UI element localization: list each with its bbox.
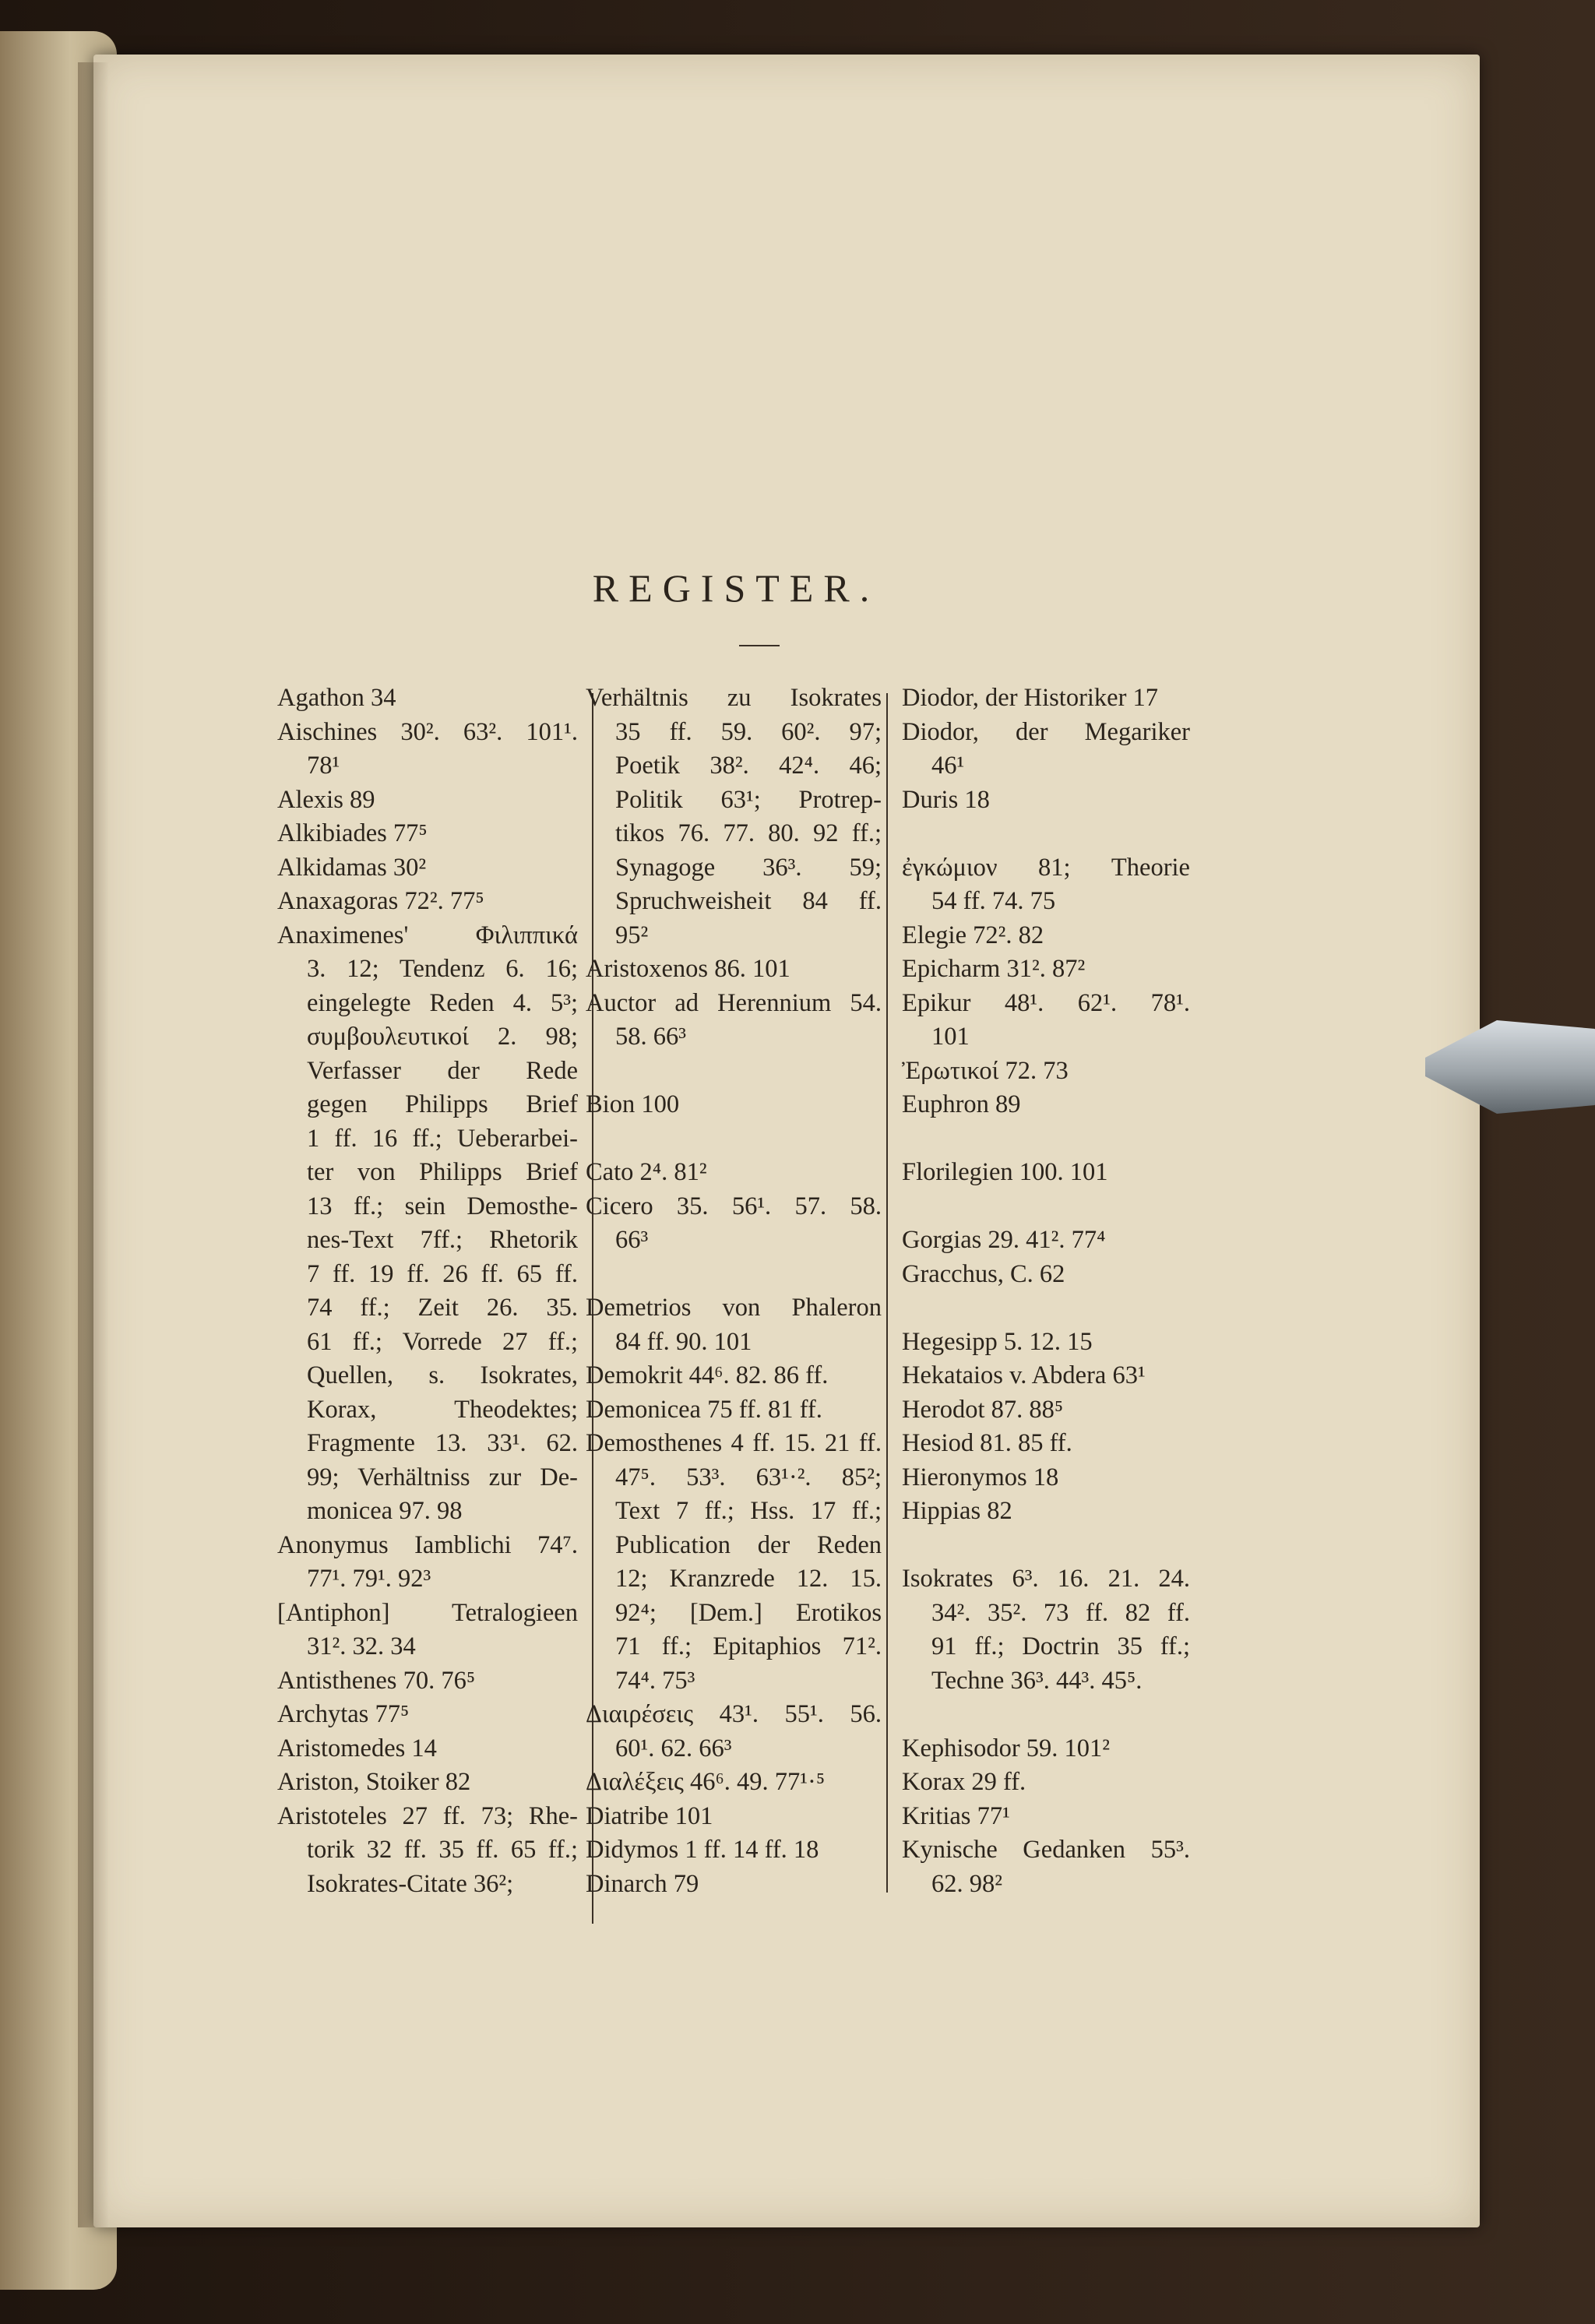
entry-continuation-line: 3. 12; Tendenz 6. 16; <box>307 955 578 983</box>
entry-continuation-line: eingelegte Reden 4. 5³; <box>307 988 578 1017</box>
index-entry <box>277 919 578 1529</box>
entry-continuation-line: 34². 35². 73 ff. 82 ff. <box>931 1598 1190 1627</box>
entry-headword-line: Euphron 89 <box>902 1090 1021 1118</box>
index-entry <box>586 1800 882 1834</box>
entry-headword-line: Aristoxenos 86. 101 <box>586 955 790 983</box>
entry-headword-line: Duris 18 <box>902 785 990 814</box>
index-column-3 <box>902 681 1190 1901</box>
entry-headword-line: Epicharm 31². 87² <box>902 955 1086 983</box>
entry-headword-line: ἐγκώμιον 81; Theorie <box>902 853 1190 882</box>
index-entry <box>902 1800 1190 1834</box>
entry-continuation-line: 31². 32. 34 <box>307 1632 416 1660</box>
entry-headword-line: Dinarch 79 <box>586 1869 699 1898</box>
entry-headword-line: Hekataios v. Abdera 63¹ <box>902 1361 1146 1389</box>
entry-headword-line: Kynische Gedanken 55³. <box>902 1836 1190 1864</box>
entry-headword-line: Cicero 35. 56¹. 57. 58. <box>586 1192 882 1220</box>
entry-headword-line: Verhältnis zu Isokrates <box>586 684 882 712</box>
entry-headword-line: Hippias 82 <box>902 1497 1012 1525</box>
entry-headword-line: Ἐρωτικοί 72. 73 <box>902 1056 1069 1085</box>
index-entry <box>277 817 578 851</box>
entry-headword-line: Korax 29 ff. <box>902 1768 1026 1796</box>
index-entry <box>277 681 578 716</box>
section-gap <box>902 1190 1190 1224</box>
entry-headword-line: Anaxagoras 72². 77⁵ <box>277 887 484 915</box>
entry-headword-line: Herodot 87. 88⁵ <box>902 1395 1064 1424</box>
entry-headword-line: Demosthenes 4 ff. 15. 21 ff. <box>586 1429 882 1457</box>
entry-continuation-line: Korax, Theodektes; <box>307 1395 578 1424</box>
index-entry <box>277 1664 578 1699</box>
entry-continuation-line: Spruchweisheit 84 ff. <box>615 887 882 915</box>
entry-continuation-line: 7 ff. 19 ff. 26 ff. 65 ff. <box>307 1259 578 1288</box>
entry-continuation-line: Techne 36³. 44³. 45⁵. <box>931 1666 1143 1695</box>
entry-continuation-line: 74⁴. 75³ <box>615 1666 695 1695</box>
entry-continuation-line: 62. 98² <box>931 1869 1002 1898</box>
index-entry <box>586 1698 882 1766</box>
index-entry <box>902 1326 1190 1360</box>
entry-continuation-line: 1 ff. 16 ff.; Ueberarbei- <box>307 1124 578 1153</box>
index-entry <box>902 1393 1190 1428</box>
section-gap <box>586 1258 882 1292</box>
entry-continuation-line: 92⁴; [Dem.] Erotikos <box>615 1598 882 1627</box>
entry-headword-line: Demokrit 44⁶. 82. 86 ff. <box>586 1361 829 1389</box>
section-gap <box>586 1055 882 1089</box>
entry-headword-line: Anaximenes' Φιλιππικά <box>277 921 578 949</box>
entry-headword-line: Ariston, Stoiker 82 <box>277 1768 471 1796</box>
index-entry <box>277 1766 578 1800</box>
entry-headword-line: Isokrates 6³. 16. 21. 24. <box>902 1565 1190 1593</box>
column-divider-2 <box>886 693 888 1893</box>
entry-headword-line: Aristoteles 27 ff. 73; Rhe- <box>277 1801 578 1830</box>
index-entry <box>902 952 1190 987</box>
entry-continuation-line: 101 <box>931 1023 970 1051</box>
index-entry <box>586 1156 882 1190</box>
entry-continuation-line: ter von Philipps Brief <box>307 1158 578 1186</box>
entry-continuation-line: Politik 63¹; Protrep- <box>615 785 882 814</box>
index-entry <box>586 1393 882 1428</box>
entry-continuation-line: 60¹. 62. 66³ <box>615 1734 732 1762</box>
section-gap <box>902 1122 1190 1157</box>
index-entry <box>902 716 1190 783</box>
index-entry <box>277 851 578 886</box>
entry-continuation-line: 12; Kranzrede 12. 15. <box>615 1565 882 1593</box>
index-entry <box>902 1224 1190 1258</box>
entry-continuation-line: 58. 66³ <box>615 1023 686 1051</box>
entry-headword-line: Kephisodor 59. 101² <box>902 1734 1111 1762</box>
entry-continuation-line: 66³ <box>615 1226 649 1254</box>
entry-headword-line: Diatribe 101 <box>586 1801 713 1830</box>
entry-continuation-line: 99; Verhältniss zur De- <box>307 1463 578 1491</box>
entry-continuation-line: 13 ff.; sein Demosthe- <box>307 1192 578 1220</box>
index-entry <box>902 1088 1190 1122</box>
index-entry <box>902 1766 1190 1800</box>
entry-continuation-line: 91 ff.; Doctrin 35 ff.; <box>931 1632 1190 1660</box>
index-entry <box>586 987 882 1055</box>
entry-headword-line: Demetrios von Phaleron <box>586 1294 882 1322</box>
entry-continuation-line: 61 ff.; Vorrede 27 ff.; <box>307 1327 578 1356</box>
entry-headword-line: Elegie 72². 82 <box>902 921 1044 949</box>
entry-headword-line: Demonicea 75 ff. 81 ff. <box>586 1395 822 1424</box>
entry-continuation-line: tikos 76. 77. 80. 92 ff.; <box>615 819 882 847</box>
entry-headword-line: Hesiod 81. 85 ff. <box>902 1429 1072 1457</box>
entry-headword-line: Aristomedes 14 <box>277 1734 437 1762</box>
section-gap <box>902 817 1190 851</box>
entry-headword-line: Diodor, der Historiker 17 <box>902 684 1159 712</box>
entry-continuation-line: monicea 97. 98 <box>307 1497 463 1525</box>
index-entry <box>902 783 1190 818</box>
section-gap <box>902 1698 1190 1732</box>
entry-continuation-line: Synagoge 36³. 59; <box>615 853 882 882</box>
entry-continuation-line: Isokrates-Citate 36²; <box>307 1869 514 1898</box>
entry-headword-line: Cato 2⁴. 81² <box>586 1158 707 1186</box>
page-title: REGISTER. <box>592 566 880 610</box>
section-gap <box>902 1529 1190 1563</box>
index-entry <box>277 1597 578 1664</box>
entry-continuation-line: nes-Text 7ff.; Rhetorik <box>307 1226 578 1254</box>
entry-continuation-line: Quellen, s. Isokrates, <box>307 1361 578 1389</box>
section-gap <box>902 1291 1190 1326</box>
entry-headword-line: Florilegien 100. 101 <box>902 1158 1108 1186</box>
index-entry <box>902 1156 1190 1190</box>
index-entry <box>586 1766 882 1800</box>
entry-headword-line: Epikur 48¹. 62¹. 78¹. <box>902 988 1190 1017</box>
index-entry <box>277 716 578 783</box>
section-gap <box>586 1122 882 1157</box>
index-entry <box>902 1833 1190 1901</box>
entry-continuation-line: 47⁵. 53³. 63¹·². 85²; <box>615 1463 882 1491</box>
index-entry <box>277 1698 578 1732</box>
index-entry <box>902 1461 1190 1495</box>
entry-continuation-line: 77¹. 79¹. 92³ <box>307 1565 431 1593</box>
index-entry <box>902 1258 1190 1292</box>
entry-continuation-line: Text 7 ff.; Hss. 17 ff.; <box>615 1497 882 1525</box>
entry-continuation-line: συμβουλευτικοί 2. 98; <box>307 1023 578 1051</box>
entry-headword-line: Hieronymos 18 <box>902 1463 1059 1491</box>
index-entry <box>277 1732 578 1766</box>
entry-headword-line: Anonymus Iamblichi 74⁷. <box>277 1530 578 1559</box>
entry-headword-line: Alexis 89 <box>277 785 375 814</box>
entry-continuation-line: 54 ff. 74. 75 <box>931 887 1056 915</box>
index-entry <box>902 919 1190 953</box>
entry-continuation-line: 71 ff.; Epitaphios 71². <box>615 1632 882 1660</box>
index-entry <box>586 1291 882 1359</box>
index-entry <box>586 952 882 987</box>
entry-headword-line: Antisthenes 70. 76⁵ <box>277 1666 476 1695</box>
index-column-2 <box>586 681 882 1901</box>
entry-continuation-line: gegen Philipps Brief <box>307 1090 578 1118</box>
entry-headword-line: Διαλέξεις 46⁶. 49. 77¹·⁵ <box>586 1768 826 1796</box>
entry-headword-line: Alkidamas 30² <box>277 853 427 882</box>
entry-headword-line: Auctor ad Herennium 54. <box>586 988 882 1017</box>
index-entry <box>902 1495 1190 1529</box>
index-entry <box>277 885 578 919</box>
index-entry <box>586 1088 882 1122</box>
page-gutter-shadow <box>78 62 109 2227</box>
entry-headword-line: Diodor, der Megariker <box>902 717 1190 746</box>
entry-continuation-line: torik 32 ff. 35 ff. 65 ff.; <box>307 1836 578 1864</box>
entry-continuation-line: 35 ff. 59. 60². 97; <box>615 717 882 746</box>
entry-headword-line: [Antiphon] Tetralogieen <box>277 1598 578 1627</box>
index-entry <box>277 783 578 818</box>
index-entry <box>586 1868 882 1902</box>
entry-continuation-line: 84 ff. 90. 101 <box>615 1327 752 1356</box>
index-entry <box>586 1427 882 1698</box>
index-entry <box>902 681 1190 716</box>
index-column-1 <box>277 681 578 1901</box>
entry-continuation-line: Poetik 38². 42⁴. 46; <box>615 752 882 780</box>
entry-headword-line: Alkibiades 77⁵ <box>277 819 428 847</box>
index-entry <box>902 1562 1190 1698</box>
entry-continuation-line: Fragmente 13. 33¹. 62. <box>307 1429 578 1457</box>
index-entry <box>902 1732 1190 1766</box>
entry-headword-line: Agathon 34 <box>277 684 396 712</box>
entry-headword-line: Gorgias 29. 41². 77⁴ <box>902 1226 1106 1254</box>
index-entry <box>277 1529 578 1597</box>
entry-continuation-line: Publication der Reden <box>615 1530 882 1559</box>
index-entry <box>586 1359 882 1393</box>
index-entry <box>586 1190 882 1258</box>
entry-headword-line: Gracchus, C. 62 <box>902 1259 1065 1288</box>
entry-continuation-line: 74 ff.; Zeit 26. 35. <box>307 1294 578 1322</box>
entry-headword-line: Archytas 77⁵ <box>277 1700 410 1728</box>
index-entry <box>277 1800 578 1902</box>
entry-continuation-line: Verfasser der Rede <box>307 1056 578 1085</box>
index-entry <box>902 987 1190 1055</box>
entry-headword-line: Διαιρέσεις 43¹. 55¹. 56. <box>586 1700 882 1728</box>
entry-continuation-line: 78¹ <box>307 752 340 780</box>
entry-headword-line: Hegesipp 5. 12. 15 <box>902 1327 1093 1356</box>
index-entry <box>586 1833 882 1868</box>
index-entry <box>586 681 882 952</box>
title-rule <box>739 645 780 646</box>
entry-continuation-line: 46¹ <box>931 752 965 780</box>
index-entry <box>902 1359 1190 1393</box>
index-entry <box>902 851 1190 919</box>
entry-headword-line: Aischines 30². 63². 101¹. <box>277 717 578 746</box>
entry-headword-line: Kritias 77¹ <box>902 1801 1010 1830</box>
entry-continuation-line: 95² <box>615 921 649 949</box>
entry-headword-line: Bion 100 <box>586 1090 680 1118</box>
index-entry <box>902 1427 1190 1461</box>
entry-headword-line: Didymos 1 ff. 14 ff. 18 <box>586 1836 819 1864</box>
index-entry <box>902 1055 1190 1089</box>
